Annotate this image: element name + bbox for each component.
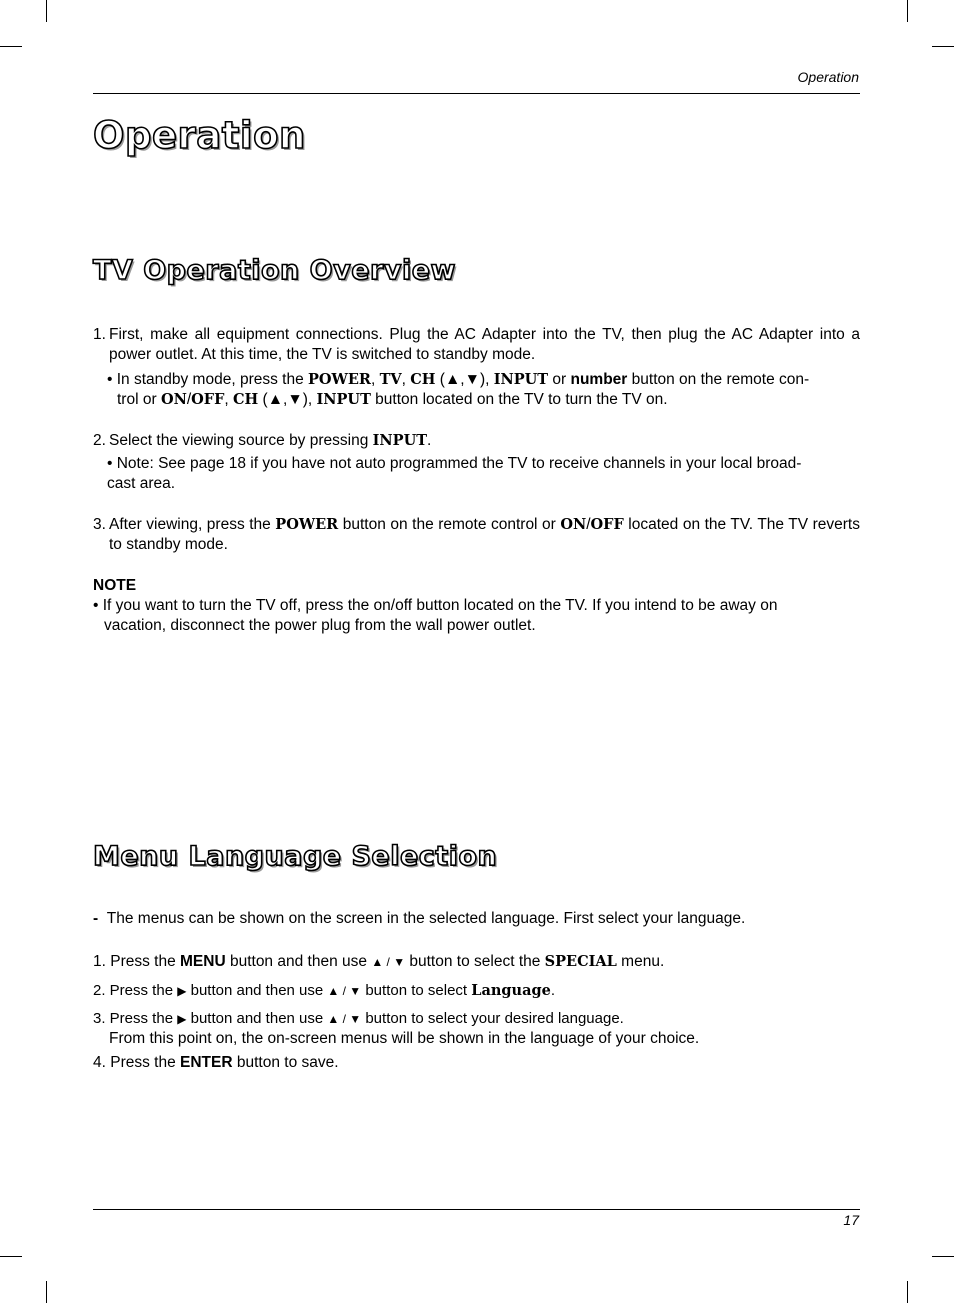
off-key: OFF [191,391,225,408]
bullet-continuation: trol or ON/OFF, CH (▲,▼), INPUT button located on the TV to turn the TV on. [117,391,668,408]
language-key: Language [471,982,551,999]
step-number: 3. [93,516,106,533]
input-key: INPUT [493,371,549,388]
tv-operation-body [93,325,860,636]
menu-key: MENU [180,953,226,970]
section-heading-menu-language: Menu Language Selection [93,841,498,872]
crop-mark [0,1256,22,1257]
language-step-3: 3. Press the ▶ button and then use ▲ / ▼ button to select your desired language. From this point on, the on-screen menus will be shown in the language of your choice. [93,1010,700,1047]
step-2 [93,431,860,451]
note-text: • If you want to turn the TV off, press the on/off button located on the TV. If you intend to be away on vacation, disconnect the power plug from the wall power outlet. [93,597,778,634]
step-number: 2. [93,432,106,449]
page-title: Operation [93,114,306,157]
language-step-4: 4. Press the ENTER button to save. [93,1054,339,1071]
header-rule [93,93,860,94]
off-key: OFF [590,516,624,533]
footer-rule [93,1209,860,1210]
ch-key: CH [233,391,259,408]
step-text: Select the viewing source by pressing INPUT. [109,432,432,449]
crop-mark [932,1256,954,1257]
section-heading-tv-operation: TV Operation Overview [93,255,456,286]
language-step-1: 1. Press the MENU button and then use ▲ / ▼ button to select the SPECIAL menu. [93,953,665,970]
crop-mark [907,0,908,22]
right-arrow-icon: ▶ [177,1012,187,1026]
running-header: Operation [797,69,859,85]
dash: - [93,910,99,927]
language-step-2: 2. Press the ▶ button and then use ▲ / ▼ button to select Language. [93,982,555,999]
ch-key: CH [410,371,436,388]
step-1 [93,325,860,365]
crop-mark [932,46,954,47]
right-arrow-icon: ▶ [177,984,187,998]
standby-bullet: • In standby mode, press the POWER, TV, CH (▲,▼), INPUT or number button on the remote con- trol or ON/OFF, CH (▲,▼), INPUT button located on the TV to turn the TV on. [93,370,860,410]
step-text: First, make all equipment connections. Plug the AC Adapter into the TV, then plug the AC Adapter into a power outlet. At this time, the TV is switched to standby mode. [109,326,860,363]
input-key: INPUT [372,432,428,449]
step-text: After viewing, press the POWER button on the remote control or ON/OFF located on the TV. The TV reverts to standby mode. [109,516,860,553]
page-number: 17 [843,1212,859,1228]
power-key: POWER [308,371,371,388]
crop-mark [907,1281,908,1303]
step-3 [93,515,860,555]
input-key: INPUT [316,391,371,408]
note-bullet: • Note: See page 18 if you have not auto programmed the TV to receive channels in your local broad- cast area. [107,455,802,492]
up-down-arrow-icon: ▲ / ▼ [371,955,406,969]
step-number: 1. [93,326,106,343]
special-key: SPECIAL [544,953,617,970]
enter-key: ENTER [180,1054,233,1071]
on-key: ON [560,516,587,533]
up-down-arrow-icon: ▲ / ▼ [327,1012,362,1026]
tv-key: TV [379,371,402,388]
crop-mark [46,0,47,22]
up-down-arrow-icon: ▲ / ▼ [327,984,362,998]
number-key: number [570,371,628,388]
menu-language-body [93,909,860,1073]
crop-mark [0,46,22,47]
intro-line: - The menus can be shown on the screen in the selected language. First select your language. [93,910,746,927]
on-key: ON [160,391,187,408]
note-label: NOTE [93,577,137,594]
power-key: POWER [275,516,339,533]
crop-mark [46,1281,47,1303]
